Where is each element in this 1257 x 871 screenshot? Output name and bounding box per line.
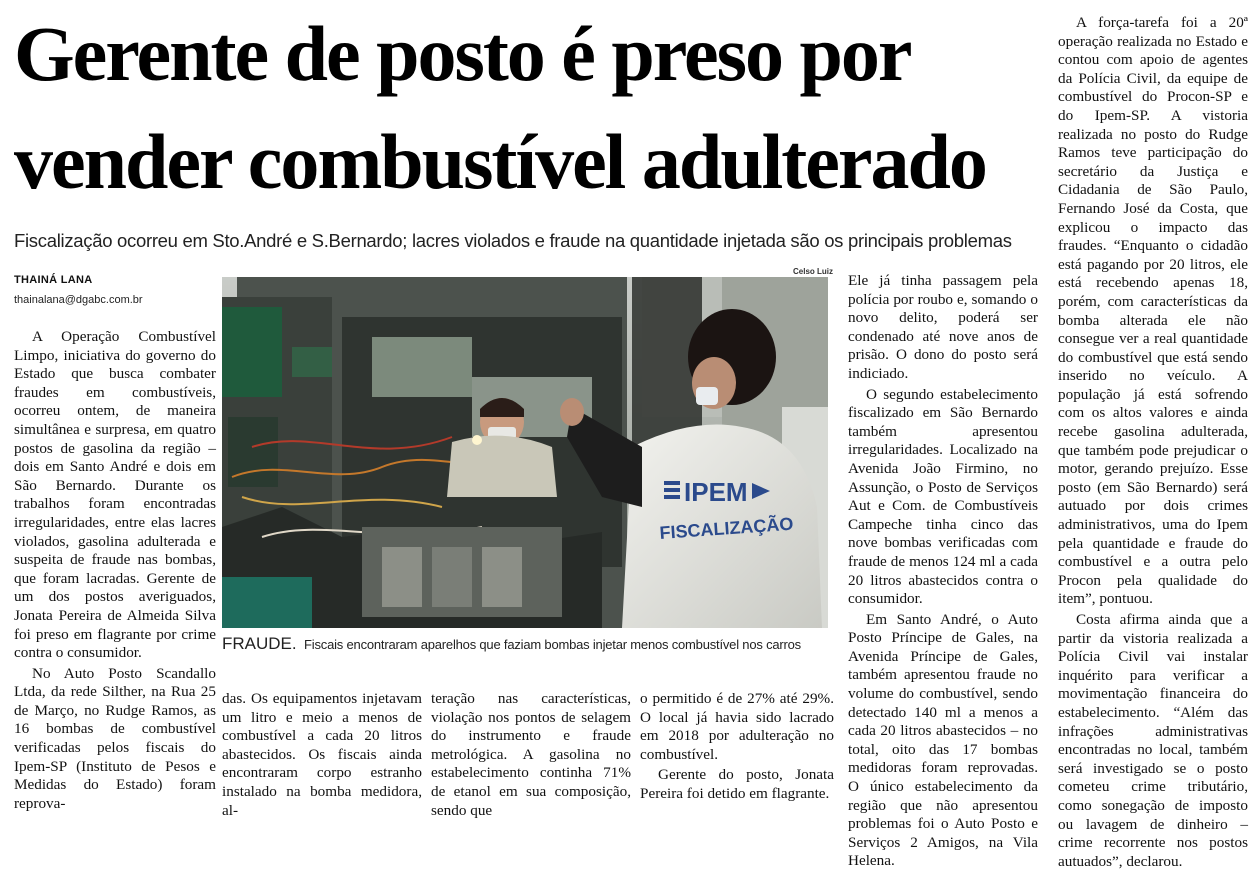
paragraph: o permitido é de 27% até 29%. O local já havia sido lacrado em 2018 por adulteração no combustível. bbox=[640, 690, 834, 763]
paragraph: Em Santo André, o Auto Posto Príncipe de Gales, na Avenida Príncipe de Gales, também apresentou fraude no volume do combustível, sendo detectado 140 ml a menos a cada 20 litros abastecidos – no total, oito das 17 bombas medidoras foram reprovadas. O único estabelecimento da região que não apresentou problemas foi o Auto Posto e Serviços 2 Amigos, na Vila Helena. bbox=[848, 610, 1038, 870]
news-photo bbox=[222, 277, 828, 628]
photo-illustration bbox=[222, 277, 828, 628]
headline-line-1: Gerente de posto é preso por bbox=[14, 10, 911, 97]
author-byline: THAINÁ LANA bbox=[14, 274, 93, 286]
photo-caption bbox=[222, 634, 828, 654]
caption-label: FRAUDE. bbox=[222, 634, 297, 653]
paragraph: teração nas características, violação nos pontos de selagem do instrumento e fraude metrológica. A gasolina no estabelecimento continha 71% de etanol em sua composição, sendo que bbox=[431, 690, 631, 819]
caption-text: Fiscais encontraram aparelhos que faziam bombas injetar menos combustível nos carros bbox=[304, 637, 801, 652]
subheadline: Fiscalização ocorreu em Sto.André e S.Bernardo; lacres violados e fraude na quantidade injetada são os principais problemas bbox=[14, 230, 1012, 251]
article-column-5 bbox=[848, 272, 1038, 871]
author-email: thainalana@dgabc.com.br bbox=[14, 294, 143, 306]
article-column-6 bbox=[1058, 14, 1248, 871]
paragraph: Costa afirma ainda que a partir da vistoria realizada a Polícia Civil vai instalar inquérito para verificar a movimentação financeira do estabelecimento. “Além das infrações administrativas encontradas no local, também será investigado se o posto cometeu crime tributário, como sonegação de imposto ou lavagem de dinheiro – crime recorrente nos postos autuados”, declarou. bbox=[1058, 611, 1248, 870]
headline-line-2: vender combustível adulterado bbox=[14, 118, 986, 205]
article-column-4 bbox=[640, 690, 834, 804]
paragraph: A Operação Combustível Limpo, iniciativa do governo do Estado que busca combater fraudes em combustíveis, ocorreu ontem, de maneira simultânea e surpresa, em quatro postos de gasolina da região – dois em Santo André e dois em São Bernardo. Durante os trabalhos foram encontradas irregularidades, entre elas lacres violados, gasolina adulterada e suspeita de fraude nas bombas, que foram lacradas. Gerente de um dos postos averiguados, Jonata Pereira de Almeida Silva foi preso em flagrante por crime contra o consumidor. bbox=[14, 328, 216, 662]
paragraph: das. Os equipamentos injetavam um litro e meio a menos de combustível a cada 20 litros abastecidos. Os fiscais ainda encontraram corpo estranho instalado na bomba medidora, al- bbox=[222, 690, 422, 819]
paragraph: Gerente do posto, Jonata Pereira foi detido em flagrante. bbox=[640, 766, 834, 802]
vest-text: FISCALIZAÇÃO bbox=[658, 513, 794, 543]
photo-credit: Celso Luiz bbox=[793, 267, 834, 276]
article-column-3 bbox=[431, 690, 631, 820]
paragraph: No Auto Posto Scandallo Ltda, da rede Silther, na Rua 25 de Março, no Rudge Ramos, as 16 bombas de combustível verificadas pelos fiscais do Ipem-SP (Instituto de Pesos e Medidas do Estado) foram reprova- bbox=[14, 664, 216, 812]
vest-logo-text: IPEM bbox=[684, 477, 748, 507]
article-column-2 bbox=[222, 690, 422, 820]
headline bbox=[14, 0, 1044, 216]
paragraph: Ele já tinha passagem pela polícia por roubo e, somando o novo delito, poderá ser condenado até nove anos de prisão. O dono do posto será indiciado. bbox=[848, 272, 1038, 382]
paragraph: A força-tarefa foi a 20ª operação realizada no Estado e contou com apoio de agentes da Polícia Civil, da equipe de combustível do Procon-SP e do Ipem-SP. A vistoria realizada no posto do Rudge Ramos teve participação do secretário da Justiça e Cidadania de São Paulo, Fernando José da Costa, que explicou o impacto das fraudes. “Enquanto o cidadão está pagando por 20 litros, ele está recebendo apenas 18, porém, com características da bomba alterada ele não consegue ver a real quantidade do combustível que está sendo inserido no veículo. A população já está sofrendo com os altos valores e ainda recebe gasolina adulterada, que também pode prejudicar o motor, gerando prejuízo. Esse posto (em São Bernardo) será autuado por dois crimes administrativos, uma do Ipem pela quantidade e fraude do combustível e a outra pelo Procon pela qualidade do item”, pontuou. bbox=[1058, 14, 1248, 608]
article-column-1 bbox=[14, 328, 216, 813]
paragraph: O segundo estabelecimento fiscalizado em São Bernardo também apresentou irregularidades. Localizado na Avenida João Firmino, no Assunção, o Posto de Serviços Aut e Com. de Combustíveis Campeche tinha cinco das nove bombas verificadas com fraude de menos 124 ml a cada 20 litros abastecidos contra o consumidor. bbox=[848, 385, 1038, 608]
